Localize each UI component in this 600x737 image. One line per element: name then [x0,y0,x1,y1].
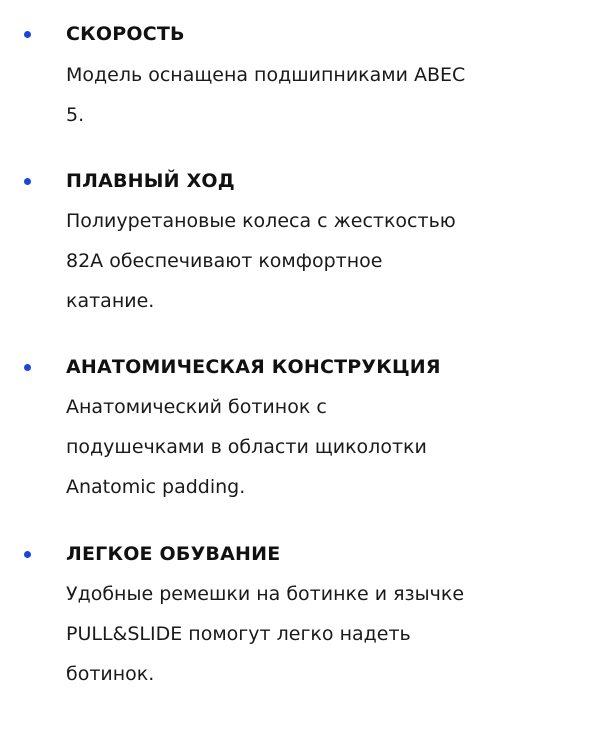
bullet-icon [24,551,31,558]
feature-description [66,55,586,135]
description-line: Анатомический ботинок с [66,396,327,418]
description-line: Удобные ремешки на ботинке и язычке [66,583,465,605]
feature-description [66,201,586,321]
bullet-icon [24,178,31,185]
feature-description [66,574,586,694]
description-line: PULL&SLIDE помогут легко надеть [66,623,411,645]
description-line: катание. [66,290,155,312]
description-line: Полиуретановые колеса с жесткостью [66,210,456,232]
description-line: 5. [66,104,85,126]
description-line: Модель оснащена подшипниками ABEC [66,64,466,86]
description-line: ботинок. [66,663,155,685]
feature-description [66,387,586,507]
feature-title: ПЛАВНЫЙ ХОД [66,170,235,192]
bullet-icon [24,31,31,38]
feature-title: ЛЕГКОЕ ОБУВАНИЕ [66,543,281,565]
bullet-icon [24,364,31,371]
description-line: Anatomic padding. [66,476,246,498]
feature-title: АНАТОМИЧЕСКАЯ КОНСТРУКЦИЯ [66,356,441,378]
description-line: подушечками в области щиколотки [66,436,427,458]
description-line: 82A обеспечивают комфортное [66,250,383,272]
feature-title: СКОРОСТЬ [66,23,185,45]
